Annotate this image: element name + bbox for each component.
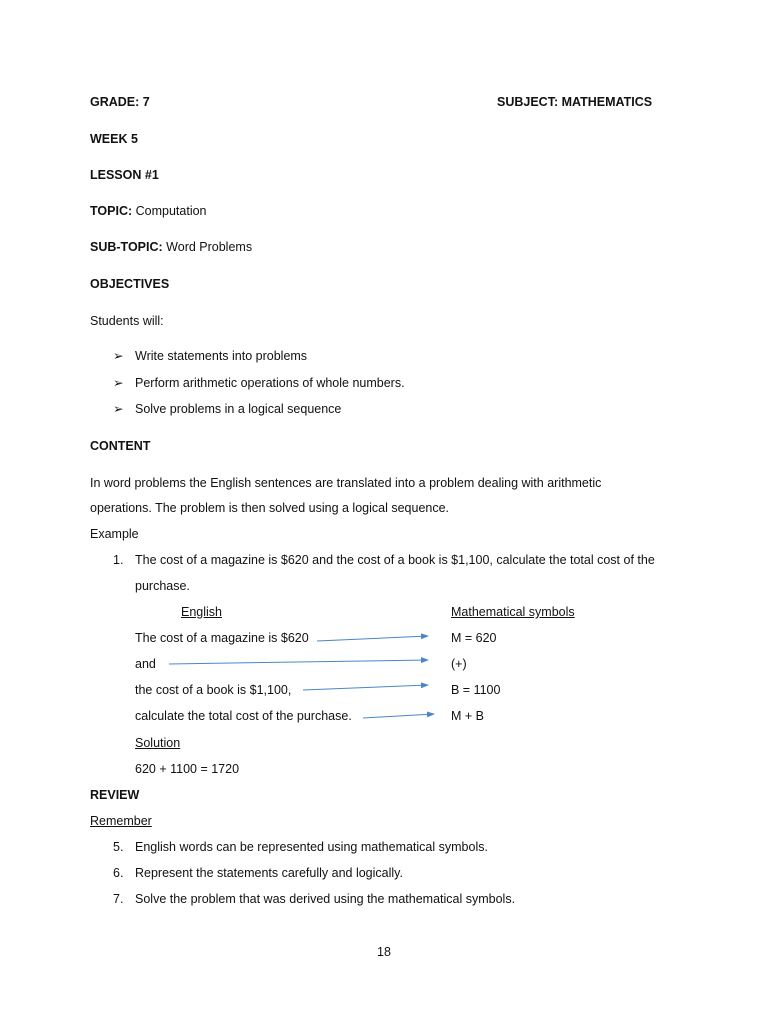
page-number: 18 <box>377 945 391 959</box>
bullet-icon: ➢ <box>113 349 124 363</box>
english-phrase: and <box>135 657 156 671</box>
bullet-icon: ➢ <box>113 402 124 416</box>
column-header-math: Mathematical symbols <box>451 605 575 619</box>
objectives-heading: OBJECTIVES <box>90 277 170 291</box>
objective-item: Write statements into problems <box>135 349 308 363</box>
content-paragraph-line2: operations. The problem is then solved using a logical sequence. <box>90 501 450 515</box>
math-symbol: B = 1100 <box>451 683 501 697</box>
subtopic-value: Word Problems <box>166 240 253 254</box>
content-paragraph-line1: In word problems the English sentences are translated into a problem dealing with arithmetic <box>90 476 602 490</box>
solution-label: Solution <box>135 736 181 750</box>
week-label: WEEK 5 <box>90 132 138 146</box>
review-item: Represent the statements carefully and logically. <box>135 866 403 880</box>
arrow-icon <box>317 636 428 641</box>
example-text-line1: The cost of a magazine is $620 and the cost of a book is $1,100, calculate the total cost of the <box>135 553 655 567</box>
solution-value: 620 + 1100 = 1720 <box>135 762 240 776</box>
objectives-intro: Students will: <box>90 314 164 328</box>
review-item-number: 5. <box>113 840 124 854</box>
english-phrase: the cost of a book is $1,100, <box>135 683 292 697</box>
review-heading: REVIEW <box>90 788 140 802</box>
grade-label: GRADE: 7 <box>90 95 150 109</box>
bullet-icon: ➢ <box>113 376 124 390</box>
example-label: Example <box>90 527 139 541</box>
arrow-icon <box>169 660 428 664</box>
arrow-icon <box>303 685 428 690</box>
remember-label: Remember <box>90 814 152 828</box>
objective-item: Solve problems in a logical sequence <box>135 402 342 416</box>
content-heading: CONTENT <box>90 439 151 453</box>
lesson-label: LESSON #1 <box>90 168 159 182</box>
topic-label: TOPIC: <box>90 204 133 218</box>
example-text-line2: purchase. <box>135 579 190 593</box>
english-phrase: calculate the total cost of the purchase. <box>135 709 352 723</box>
math-symbol: M = 620 <box>451 631 497 645</box>
arrow-icon <box>363 714 434 718</box>
topic-value: Computation <box>135 204 207 218</box>
review-item-number: 6. <box>113 866 124 880</box>
column-header-english: English <box>181 605 222 619</box>
math-symbol: (+) <box>451 657 467 671</box>
review-item: Solve the problem that was derived using the mathematical symbols. <box>135 892 516 906</box>
review-item-number: 7. <box>113 892 124 906</box>
subject-label: SUBJECT: MATHEMATICS <box>497 95 653 109</box>
english-phrase: The cost of a magazine is $620 <box>135 631 309 645</box>
example-number: 1. <box>113 553 124 567</box>
objective-item: Perform arithmetic operations of whole numbers. <box>135 376 405 390</box>
review-item: English words can be represented using mathematical symbols. <box>135 840 488 854</box>
math-symbol: M + B <box>451 709 484 723</box>
subtopic-label: SUB-TOPIC: <box>90 240 163 254</box>
